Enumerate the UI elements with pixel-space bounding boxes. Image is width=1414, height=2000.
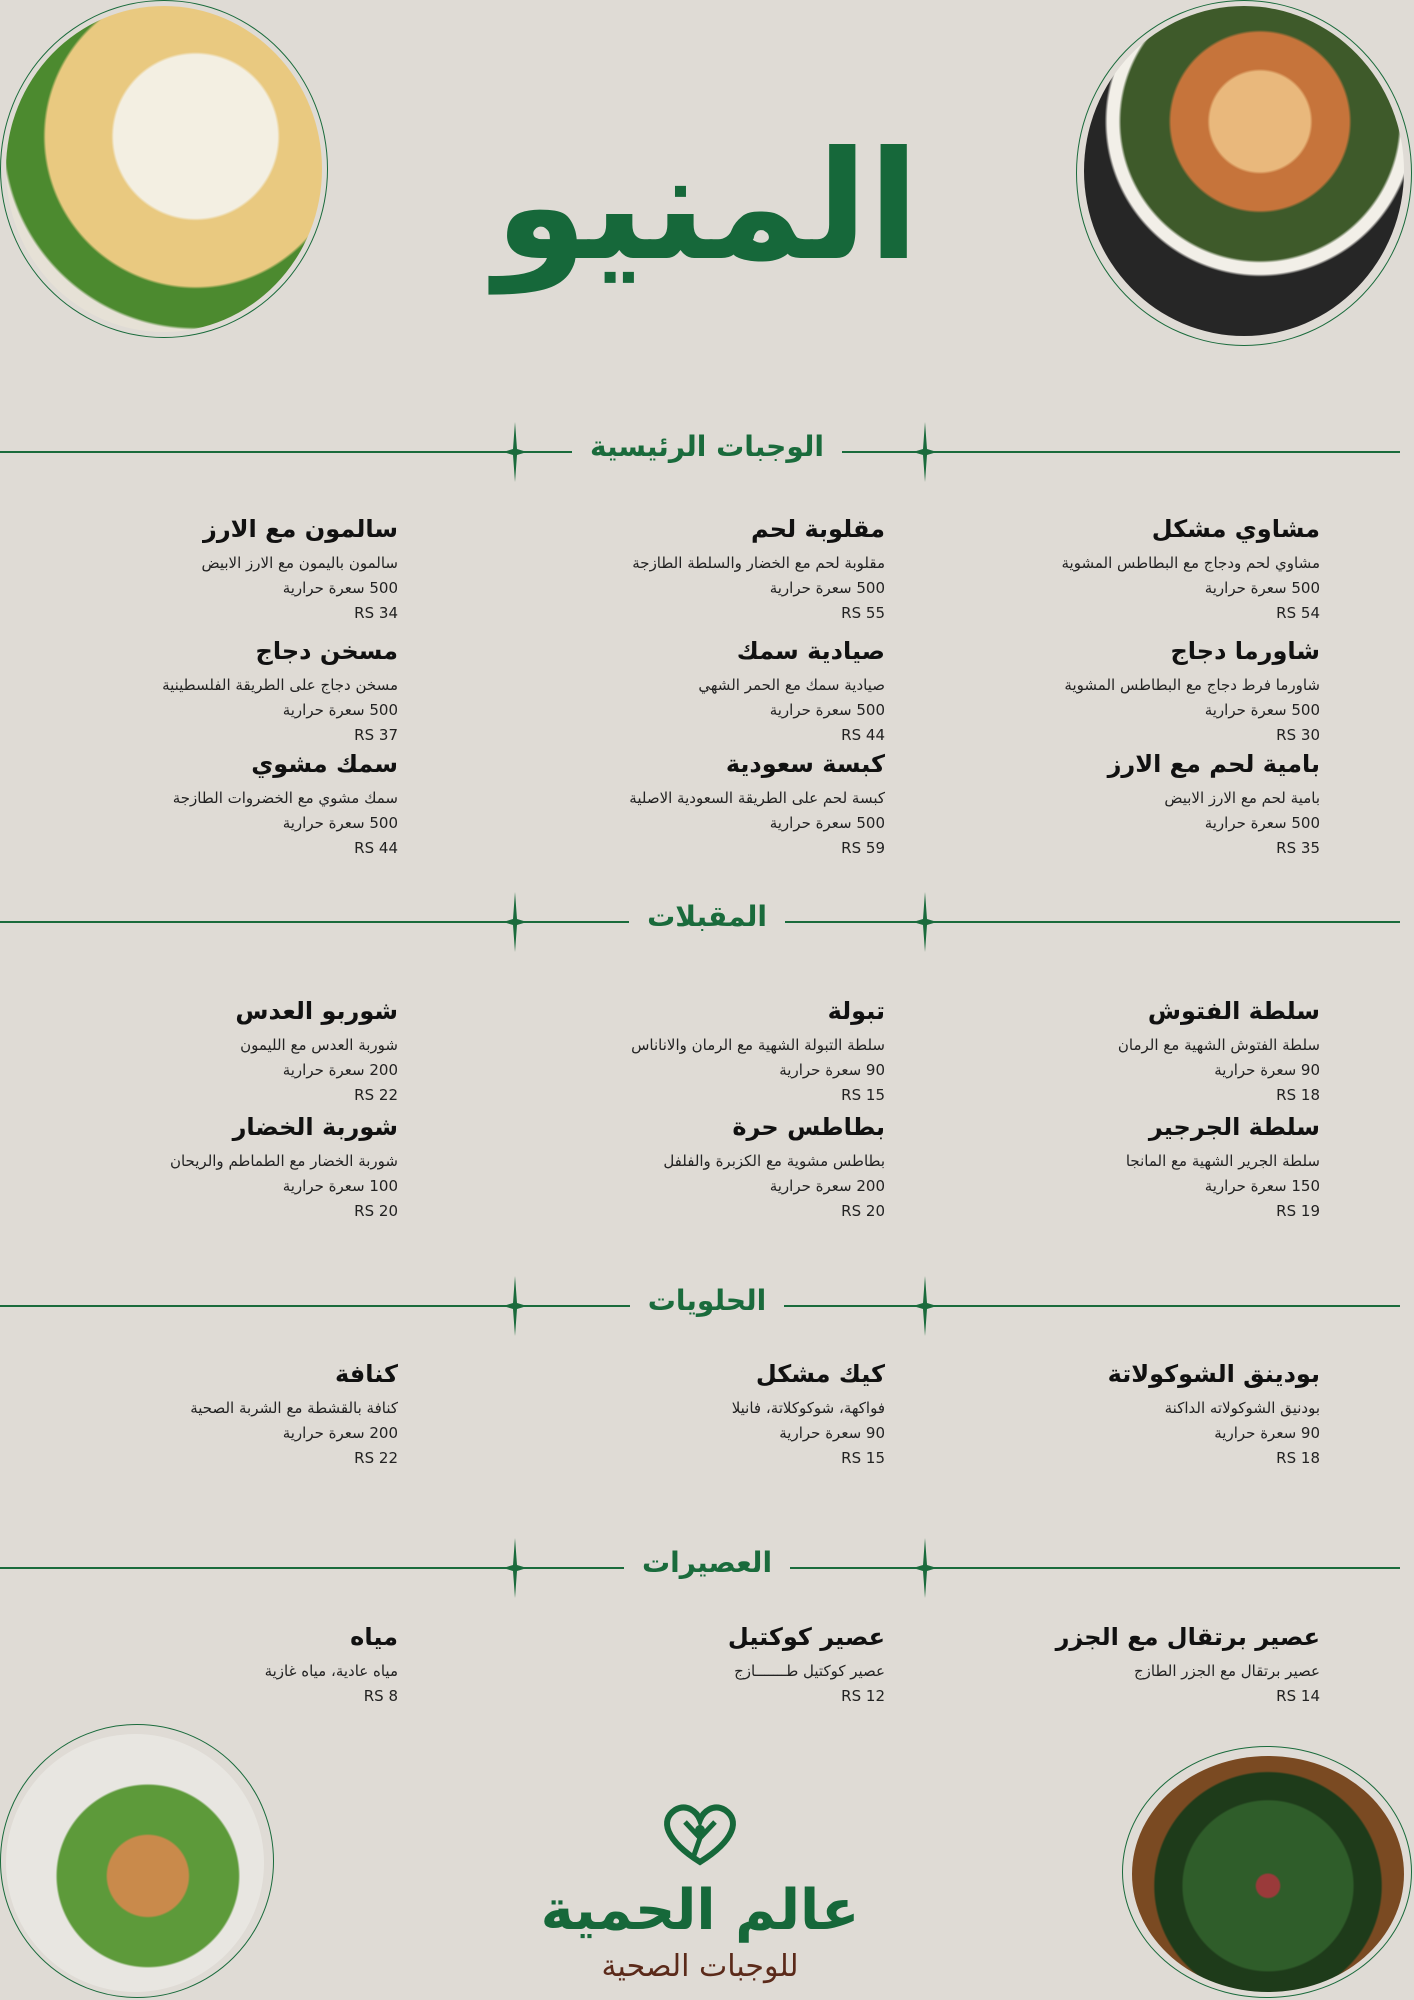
item-description: سلطة الفتوش الشهية مع الرمان bbox=[1117, 1036, 1320, 1054]
item-price: 22 RS bbox=[354, 1449, 398, 1467]
item-price: 20 RS bbox=[354, 1202, 398, 1220]
item-name: عصير برتقال مع الجزر bbox=[1055, 1623, 1320, 1651]
item-name: صيادية سمك bbox=[736, 637, 885, 665]
item-name: سلطة الجرجير bbox=[1148, 1113, 1320, 1141]
item-name: سالمون مع الارز bbox=[203, 515, 398, 543]
section-header bbox=[0, 1276, 1414, 1336]
item-calories: 90 سعرة حرارية bbox=[1214, 1061, 1320, 1079]
item-description: سمك مشوي مع الخضروات الطازجة bbox=[172, 789, 398, 807]
item-description: سلطة التبولة الشهية مع الرمان والاناناس bbox=[631, 1036, 885, 1054]
menu-item bbox=[0, 1360, 398, 1471]
menu-item bbox=[0, 997, 398, 1108]
item-name: مسخن دجاج bbox=[255, 637, 398, 665]
item-calories: 500 سعرة حرارية bbox=[282, 814, 398, 832]
item-calories: 90 سعرة حرارية bbox=[1214, 1424, 1320, 1442]
menu-item bbox=[485, 515, 885, 626]
item-calories: 200 سعرة حرارية bbox=[282, 1424, 398, 1442]
item-name: كنافة bbox=[334, 1360, 398, 1388]
item-price: 30 RS bbox=[1276, 726, 1320, 744]
menu-item bbox=[920, 750, 1320, 861]
menu-item bbox=[0, 1113, 398, 1224]
item-calories: 90 سعرة حرارية bbox=[779, 1424, 885, 1442]
menu-title: المنيو bbox=[494, 120, 920, 294]
item-name: مياه bbox=[350, 1623, 398, 1651]
item-price: 22 RS bbox=[354, 1086, 398, 1104]
brand-logo bbox=[500, 1800, 900, 1984]
item-name: كبسة سعودية bbox=[725, 750, 885, 778]
item-price: 14 RS bbox=[1276, 1687, 1320, 1705]
menu-item bbox=[0, 1623, 398, 1709]
item-price: 18 RS bbox=[1276, 1449, 1320, 1467]
item-name: مشاوي مشكل bbox=[1151, 515, 1320, 543]
item-calories: 150 سعرة حرارية bbox=[1204, 1177, 1320, 1195]
item-price: 44 RS bbox=[841, 726, 885, 744]
food-photo-salad-chicken bbox=[6, 1734, 264, 1992]
menu-item bbox=[485, 1113, 885, 1224]
item-price: 19 RS bbox=[1276, 1202, 1320, 1220]
item-name: شاورما دجاج bbox=[1170, 637, 1320, 665]
item-calories: 500 سعرة حرارية bbox=[1204, 814, 1320, 832]
item-description: مقلوبة لحم مع الخضار والسلطة الطازجة bbox=[632, 554, 885, 572]
menu-item bbox=[485, 1623, 885, 1709]
item-calories: 500 سعرة حرارية bbox=[282, 701, 398, 719]
section-header bbox=[0, 422, 1414, 482]
item-name: سمك مشوي bbox=[251, 750, 398, 778]
item-description: شاورما فرط دجاج مع البطاطس المشوية bbox=[1064, 676, 1320, 694]
item-calories: 500 سعرة حرارية bbox=[282, 579, 398, 597]
item-price: 34 RS bbox=[354, 604, 398, 622]
item-name: تبولة bbox=[827, 997, 885, 1025]
menu-item bbox=[920, 1360, 1320, 1471]
menu-item bbox=[0, 515, 398, 626]
item-price: 15 RS bbox=[841, 1449, 885, 1467]
item-calories: 500 سعرة حرارية bbox=[769, 579, 885, 597]
section-header bbox=[0, 892, 1414, 952]
item-description: عصير برتقال مع الجزر الطازج bbox=[1133, 1662, 1320, 1680]
item-description: شوربة العدس مع الليمون bbox=[240, 1036, 398, 1054]
menu-item bbox=[920, 637, 1320, 748]
section-title: العصيرات bbox=[624, 1546, 790, 1579]
item-description: فواكهة، شوكوكلاتة، فانيلا bbox=[731, 1399, 885, 1417]
item-description: بامية لحم مع الارز الابيض bbox=[1164, 789, 1320, 807]
item-name: بامية لحم مع الارز bbox=[1107, 750, 1320, 778]
item-price: 15 RS bbox=[841, 1086, 885, 1104]
heart-person-icon bbox=[655, 1800, 745, 1870]
item-name: شوربة الخضار bbox=[232, 1113, 398, 1141]
item-calories: 200 سعرة حرارية bbox=[282, 1061, 398, 1079]
logo-tagline: للوجبات الصحية bbox=[601, 1949, 799, 1984]
section-title: الوجبات الرئيسية bbox=[572, 430, 842, 463]
menu-item bbox=[920, 1113, 1320, 1224]
item-price: 18 RS bbox=[1276, 1086, 1320, 1104]
menu-item bbox=[485, 1360, 885, 1471]
item-name: مقلوبة لحم bbox=[750, 515, 885, 543]
menu-item bbox=[920, 515, 1320, 626]
item-price: 55 RS bbox=[841, 604, 885, 622]
item-price: 59 RS bbox=[841, 839, 885, 857]
item-price: 12 RS bbox=[841, 1687, 885, 1705]
menu-item bbox=[920, 1623, 1320, 1709]
menu-item bbox=[0, 750, 398, 861]
item-description: كبسة لحم على الطريقة السعودية الاصلية bbox=[629, 789, 885, 807]
item-name: سلطة الفتوش bbox=[1147, 997, 1320, 1025]
item-price: 35 RS bbox=[1276, 839, 1320, 857]
item-description: سالمون باليمون مع الارز الابيض bbox=[201, 554, 398, 572]
item-description: مسخن دجاج على الطريقة الفلسطينية bbox=[162, 676, 398, 694]
item-calories: 100 سعرة حرارية bbox=[282, 1177, 398, 1195]
menu-item bbox=[485, 750, 885, 861]
item-price: 37 RS bbox=[354, 726, 398, 744]
section-title: الحلويات bbox=[630, 1284, 784, 1317]
item-description: عصير كوكتيل طـــــــازج bbox=[734, 1662, 885, 1680]
item-description: صيادية سمك مع الحمر الشهي bbox=[698, 676, 885, 694]
food-photo-green-salad bbox=[1132, 1756, 1404, 1992]
item-price: 8 RS bbox=[363, 1687, 398, 1705]
item-description: بطاطس مشوية مع الكزبرة والفلفل bbox=[663, 1152, 885, 1170]
item-name: بودينق الشوكولاتة bbox=[1107, 1360, 1320, 1388]
item-calories: 500 سعرة حرارية bbox=[769, 701, 885, 719]
logo-name: عالم الحمية bbox=[540, 1878, 860, 1943]
item-calories: 90 سعرة حرارية bbox=[779, 1061, 885, 1079]
item-price: 20 RS bbox=[841, 1202, 885, 1220]
item-name: كيك مشكل bbox=[755, 1360, 885, 1388]
item-description: مشاوي لحم ودجاج مع البطاطس المشوية bbox=[1061, 554, 1320, 572]
item-name: شوربو العدس bbox=[235, 997, 398, 1025]
item-description: سلطة الجرير الشهية مع المانجا bbox=[1125, 1152, 1320, 1170]
menu-item bbox=[485, 637, 885, 748]
item-price: 54 RS bbox=[1276, 604, 1320, 622]
item-description: كنافة بالقشطة مع الشربة الصحية bbox=[190, 1399, 398, 1417]
item-calories: 500 سعرة حرارية bbox=[1204, 579, 1320, 597]
item-calories: 500 سعرة حرارية bbox=[1204, 701, 1320, 719]
menu-item bbox=[485, 997, 885, 1108]
item-name: عصير كوكتيل bbox=[727, 1623, 885, 1651]
section-title: المقبلات bbox=[629, 900, 785, 933]
item-description: شوربة الخضار مع الطماطم والريحان bbox=[169, 1152, 398, 1170]
item-calories: 500 سعرة حرارية bbox=[769, 814, 885, 832]
menu-item bbox=[920, 997, 1320, 1108]
item-price: 44 RS bbox=[354, 839, 398, 857]
item-description: مياه عادية، مياه غازية bbox=[264, 1662, 398, 1680]
menu-item bbox=[0, 637, 398, 748]
section-header bbox=[0, 1538, 1414, 1598]
item-name: بطاطس حرة bbox=[732, 1113, 885, 1141]
item-calories: 200 سعرة حرارية bbox=[769, 1177, 885, 1195]
item-description: بودنيق الشوكولاته الداكنة bbox=[1164, 1399, 1320, 1417]
